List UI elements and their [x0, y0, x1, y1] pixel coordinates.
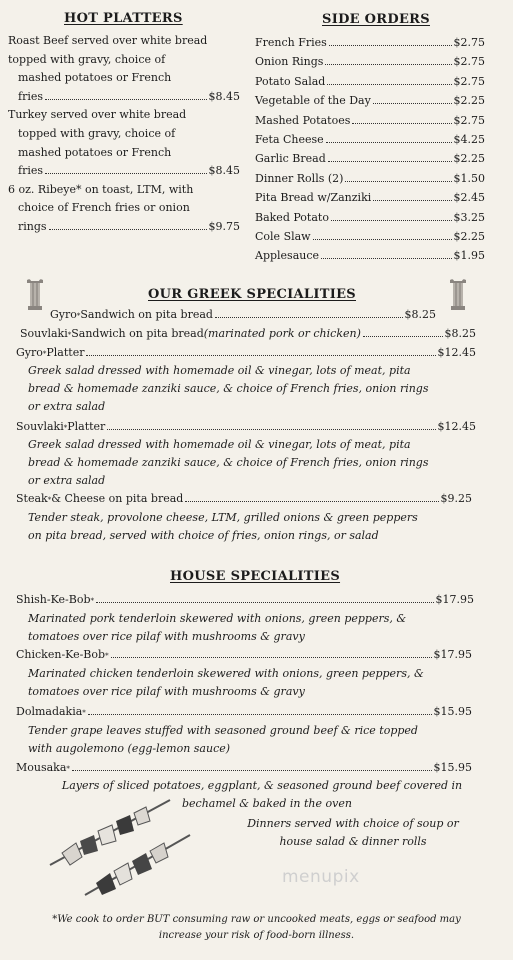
dot-leader: [328, 161, 452, 162]
item-desc: Sandwich on pita bread: [80, 308, 213, 321]
item-price: $17.95: [433, 648, 472, 661]
item-price: $2.75: [453, 74, 485, 88]
item-text: topped with gravy, choice of: [8, 52, 166, 66]
side-item: [255, 111, 485, 130]
item-price: $1.50: [453, 171, 485, 185]
house-specialities-heading: HOUSE SPECIALITIES: [170, 569, 341, 584]
item-name: Onion Rings: [255, 55, 324, 69]
item-price: $9.75: [208, 219, 240, 233]
note-line: Dinners served with choice of soup or: [247, 817, 459, 830]
side-item: [255, 130, 485, 149]
desc-line: Marinated pork tenderloin skewered with onions, green peppers, &: [28, 612, 407, 625]
desc-line: on pita bread, served with choice of fries, onion rings, or salad: [28, 529, 379, 542]
item-price: $12.45: [437, 346, 476, 359]
item-name: French Fries: [255, 36, 327, 49]
dot-leader: [185, 501, 438, 502]
item-desc: Platter: [46, 346, 85, 359]
disclaimer-line: *We cook to order BUT consuming raw or uncooked meats, eggs or seafood may: [52, 914, 461, 925]
item-price: $15.95: [433, 761, 472, 774]
item-text: fries: [18, 89, 44, 103]
item-name: Cole Slaw: [255, 230, 311, 244]
item-name: Souvlaki: [20, 327, 68, 340]
item-price: $2.25: [453, 94, 485, 108]
desc-line: with augolemono (egg-lemon sauce): [28, 742, 231, 755]
item-price: $2.75: [453, 36, 485, 49]
item-name: Gyro: [50, 308, 77, 321]
item-note: (marinated pork or chicken): [203, 327, 361, 340]
item-text: fries: [18, 164, 44, 178]
hot-platters-list: [8, 32, 240, 237]
item-text: mashed potatoes or French: [18, 71, 172, 85]
desc-line: tomatoes over rice pilaf with mushrooms & gravy: [28, 685, 305, 698]
item-desc: Sandwich on pita bread: [71, 327, 204, 340]
dot-leader: [326, 142, 452, 143]
item-name: Baked Potato: [255, 210, 329, 224]
star-mark: *: [42, 350, 47, 358]
kabob-skewer-illustration: [40, 795, 200, 905]
dolmadakia-desc: [28, 722, 498, 758]
side-item: [255, 188, 485, 207]
side-item: [255, 33, 485, 52]
hot-platter-ribeye: [8, 181, 240, 237]
hot-platter-roast-beef: [8, 32, 240, 106]
note-line: house salad & dinner rolls: [279, 835, 427, 848]
gyro-sandwich-item: [50, 306, 436, 326]
desc-line: Tender steak, provolone cheese, LTM, grilled onions & green peppers: [28, 511, 418, 524]
item-price: $2.25: [453, 152, 485, 166]
mousaka-item: [16, 759, 472, 779]
chicken-ke-bob-item: [16, 646, 472, 666]
hot-platters-heading: HOT PLATTERS: [64, 11, 183, 26]
dot-leader: [86, 355, 435, 356]
dot-leader: [215, 317, 403, 318]
item-name: Pita Bread w/Zanziki: [255, 191, 372, 205]
item-name: Mousaka: [16, 761, 67, 774]
greek-column-icon: [450, 278, 466, 310]
souvlaki-sandwich-item: [20, 325, 476, 345]
star-mark: *: [105, 652, 109, 660]
desc-line: Greek salad dressed with homemade oil & vinegar, lots of meat, pita: [28, 364, 411, 377]
dot-leader: [88, 714, 432, 715]
item-price: $2.25: [453, 230, 485, 244]
item-name: Souvlaki: [16, 420, 64, 433]
star-mark: *: [76, 312, 81, 320]
shish-ke-bob-desc: [28, 610, 498, 646]
desc-line: Marinated chicken tenderloin skewered with onions, green peppers, &: [28, 667, 424, 680]
side-item: [255, 208, 485, 227]
hot-platter-turkey: [8, 106, 240, 180]
shish-ke-bob-item: [16, 591, 474, 611]
star-mark: *: [67, 331, 72, 339]
dot-leader: [327, 84, 451, 85]
item-price: $8.45: [208, 164, 240, 178]
souvlaki-platter-desc: [28, 436, 498, 490]
desc-line: or extra salad: [28, 474, 106, 487]
item-price: $8.25: [444, 327, 476, 340]
item-name: Gyro: [16, 346, 43, 359]
star-mark: *: [66, 765, 70, 773]
star-mark: *: [82, 709, 86, 717]
dot-leader: [373, 200, 451, 201]
dinners-note: [218, 815, 488, 851]
item-price: $3.25: [453, 210, 485, 224]
dolmadakia-item: [16, 703, 472, 723]
menupix-watermark: menupix: [282, 867, 360, 887]
item-price: $8.25: [404, 308, 436, 321]
desc-line: tomatoes over rice pilaf with mushrooms & gravy: [28, 630, 305, 643]
item-price: $4.25: [453, 133, 485, 147]
gyro-platter-item: [16, 344, 476, 364]
item-desc: Platter: [67, 420, 106, 433]
item-text: Turkey served over white bread: [8, 108, 187, 122]
item-name: Chicken-Ke-Bob: [16, 648, 106, 661]
dot-leader: [321, 258, 451, 259]
dot-leader: [313, 239, 452, 240]
greek-column-icon: [27, 278, 43, 310]
desc-line: bechamel & baked in the oven: [182, 797, 352, 810]
item-price: $1.95: [453, 249, 485, 263]
star-mark: *: [47, 496, 52, 504]
item-price: $2.75: [453, 113, 485, 127]
desc-line: bread & homemade zanziki sauce, & choice of French fries, onion rings: [28, 382, 429, 395]
desc-line: or extra salad: [28, 400, 106, 413]
desc-line: bread & homemade zanziki sauce, & choice of French fries, onion rings: [28, 456, 429, 469]
item-name: Dinner Rolls (2): [255, 171, 344, 185]
item-price: $2.45: [453, 191, 485, 205]
dot-leader: [331, 220, 452, 221]
item-text: topped with gravy, choice of: [18, 126, 176, 140]
side-item: [255, 72, 485, 91]
item-name: Potato Salad: [255, 74, 326, 88]
star-mark: *: [90, 597, 94, 605]
side-orders-heading: SIDE ORDERS: [322, 12, 430, 27]
item-name: Feta Cheese: [255, 133, 324, 147]
dot-leader: [96, 602, 434, 603]
dot-leader: [352, 123, 451, 124]
desc-line: Layers of sliced potatoes, eggplant, & seasoned ground beef covered in: [61, 779, 463, 792]
steak-cheese-desc: [28, 509, 498, 545]
item-name: Mashed Potatoes: [255, 113, 351, 127]
item-price: $9.25: [440, 492, 472, 505]
dot-leader: [45, 99, 206, 100]
greek-specialities-heading: OUR GREEK SPECIALITIES: [148, 287, 356, 302]
dot-leader: [373, 103, 452, 104]
chicken-ke-bob-desc: [28, 665, 498, 701]
item-text: rings: [18, 219, 47, 233]
dot-leader: [345, 181, 451, 182]
item-name: Applesauce: [255, 249, 320, 263]
item-name: Dolmadakia: [16, 705, 83, 718]
dot-leader: [111, 657, 432, 658]
item-price: $8.45: [208, 89, 240, 103]
item-price: $2.75: [453, 55, 485, 69]
item-name: Vegetable of the Day: [255, 94, 371, 108]
item-text: choice of French fries or onion: [18, 201, 190, 215]
side-item: [255, 227, 485, 246]
dot-leader: [107, 429, 435, 430]
desc-line: Greek salad dressed with homemade oil & vinegar, lots of meat, pita: [28, 438, 411, 451]
item-name: Garlic Bread: [255, 152, 326, 166]
item-text: 6 oz. Ribeye* on toast, LTM, with: [8, 182, 194, 196]
dot-leader: [72, 770, 432, 771]
side-item: [255, 169, 485, 188]
dot-leader: [49, 229, 207, 230]
steak-cheese-item: [16, 490, 472, 510]
item-price: $15.95: [433, 705, 472, 718]
gyro-platter-desc: [28, 362, 498, 416]
item-text: Roast Beef served over white bread: [8, 34, 208, 47]
dot-leader: [325, 64, 451, 65]
side-item: [255, 246, 485, 265]
item-desc: & Cheese on pita bread: [51, 492, 184, 505]
souvlaki-platter-item: [16, 418, 476, 438]
disclaimer-line: increase your risk of food-born illness.: [158, 930, 355, 941]
side-item: [255, 149, 485, 168]
food-safety-disclaimer: [4, 912, 509, 944]
desc-line: Tender grape leaves stuffed with seasoned ground beef & rice topped: [28, 724, 418, 737]
item-price: $17.95: [435, 593, 474, 606]
item-text: mashed potatoes or French: [18, 145, 172, 159]
item-name: Shish-Ke-Bob: [16, 593, 91, 606]
side-orders-list: [255, 33, 485, 266]
dot-leader: [329, 45, 452, 46]
item-price: $12.45: [437, 420, 476, 433]
item-name: Steak: [16, 492, 48, 505]
side-item: [255, 91, 485, 110]
side-item: [255, 52, 485, 71]
dot-leader: [363, 336, 443, 337]
dot-leader: [45, 173, 206, 174]
star-mark: *: [63, 424, 68, 432]
